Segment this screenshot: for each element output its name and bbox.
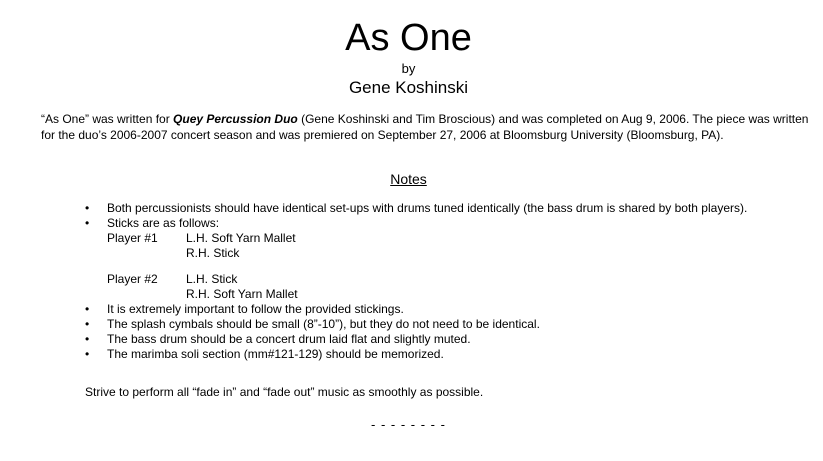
bullet-icon: • <box>85 216 90 230</box>
intro-text-after: (Gene Koshinski and Tim Broscious) and was completed on Aug 9, 2006. The piece was written for the duo’s 2006-2007 concert season and was premiered on September 27, 2006 at Bloomsburg University (Bloomsburg, PA). <box>41 112 809 142</box>
list-item <box>85 347 805 362</box>
bullet-icon: • <box>85 317 90 331</box>
player-1-left-hand: L.H. Soft Yarn Mallet <box>186 231 296 245</box>
spacer <box>85 261 805 272</box>
list-item <box>85 332 805 347</box>
note-text: The bass drum should be a concert drum laid flat and slightly muted. <box>107 332 471 346</box>
player-1-label: Player #1 <box>107 231 158 245</box>
list-item <box>85 317 805 332</box>
note-text: Both percussionists should have identical set-ups with drums tuned identically (the bass drum is shared by both players). <box>107 201 748 215</box>
note-text: The splash cymbals should be small (8”-10”), but they do not need to be identical. <box>107 317 540 331</box>
note-text: It is extremely important to follow the provided stickings. <box>107 302 404 316</box>
player-2-label: Player #2 <box>107 272 158 286</box>
bullet-icon: • <box>85 302 90 316</box>
page-title: As One <box>345 17 472 59</box>
player-1-row <box>85 231 805 246</box>
composer-name: Gene Koshinski <box>348 78 469 97</box>
intro-text-before: “As One” was written for <box>41 112 174 126</box>
notes-heading: Notes <box>390 171 427 187</box>
end-mark: - - - - - - - - <box>371 417 446 432</box>
bullet-icon: • <box>85 332 90 346</box>
byline-word: by <box>401 61 416 76</box>
bullet-icon: • <box>85 347 90 361</box>
note-text: The marimba soli section (mm#121-129) should be memorized. <box>107 347 444 361</box>
ensemble-name: Quey Percussion Duo <box>173 112 298 126</box>
closing-remark: Strive to perform all “fade in” and “fade out” music as smoothly as possible. <box>85 385 484 399</box>
player-1-row-rh <box>85 246 805 261</box>
player-2-row <box>85 272 805 287</box>
list-item <box>85 216 805 231</box>
bullet-icon: • <box>85 201 90 215</box>
player-2-left-hand: L.H. Stick <box>186 272 238 286</box>
notes-list <box>85 201 805 362</box>
list-item <box>85 302 805 317</box>
intro-paragraph <box>41 111 816 143</box>
player-1-right-hand: R.H. Stick <box>186 246 240 260</box>
list-item <box>85 201 805 216</box>
note-text: Sticks are as follows: <box>107 216 220 230</box>
player-2-right-hand: R.H. Soft Yarn Mallet <box>186 287 298 301</box>
player-2-row-rh <box>85 287 805 302</box>
